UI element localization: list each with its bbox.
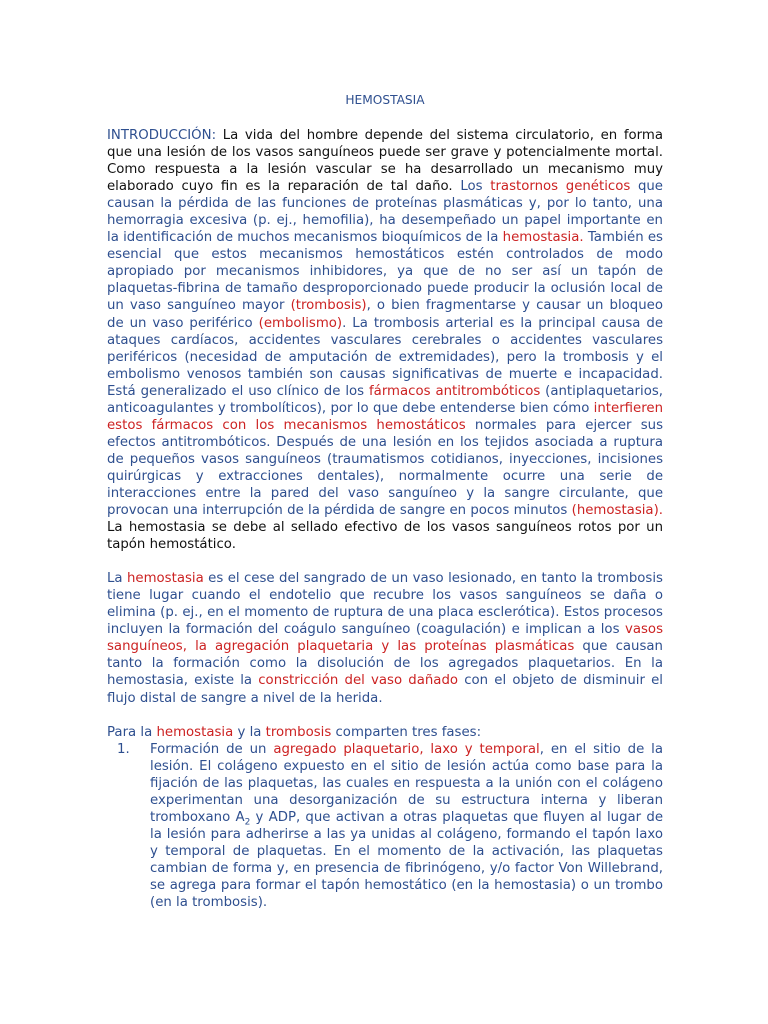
page-title: HEMOSTASIA [345,93,425,107]
intro-text: (antiplaquetarios, anticoagulantes y trombolíticos), por lo que debe entenderse bien cómo [107,383,663,416]
intro-text: La vida del hombre depende del sistema circulatorio, en forma que una lesión de los vasos sanguíneos puede ser grave y potencialmente mortal. Como respuesta a la lesión vascular se ha desarrollado un mecanismo muy elaborado cuyo fin es la reparación de tal daño. [107,128,663,195]
highlight-term: trastornos genéticos [490,179,631,195]
phases-intro-paragraph [107,724,663,741]
list-item [107,741,663,911]
body-text: La [107,571,127,587]
highlight-term: interfieren estos fármacos con los mecanismos hemostáticos [107,400,663,433]
highlight-term: hemostasia [156,724,234,740]
intro-heading: INTRODUCCIÓN: [107,128,217,143]
body-text: Formación de un [150,741,274,757]
highlight-term: hemostasia [126,571,204,587]
intro-text: La hemostasia se debe al sellado efectivo de los vasos sanguíneos rotos por un tapón hemostático. [107,520,663,553]
highlight-term: agregado plaquetario, laxo y temporal [273,741,540,757]
intro-text: que causan la pérdida de las funciones de proteínas plasmáticas y, por lo tanto, una hemorragia excesiva (p. ej., hemofilia), ha desempeñado un papel importante en la identificación de muchos mecanismos bioquímicos de la [107,179,663,246]
body-text: y ADP, que activan a otras plaquetas que fluyen al lugar de la lesión para adherirse a las ya unidas al colágeno, formando el tapón laxo y temporal de plaquetas. En el momento de la activación, las plaquetas cambian de forma y, en presencia de fibrinógeno, y/o factor Von Willebrand, se agrega para formar el tapón hemostático (en la hemostasia) o un trombo (en la trombosis). [150,809,663,911]
highlight-term: (embolismo) [258,315,343,331]
highlight-term: trombosis [265,724,332,740]
highlight-term: hemostasia. [502,230,584,246]
hemostasia-definition-paragraph [107,570,663,706]
paragraph-gap [107,707,663,724]
body-text: con el objeto de disminuir el flujo distal de sangre a nivel de la herida. [107,673,663,706]
highlight-term: (hemostasia). [571,503,663,519]
body-text: Para la [107,724,157,740]
intro-text: . La trombosis arterial es la principal causa de ataques cardíacos, accidentes vasculares cerebrales o accidentes vasculares periféricos (necesidad de amputación de extremidades), pero la trombosis y el embolismo venosos también son causas significativas de muerte e incapacidad. Está generalizado el uso clínico de los [107,315,663,399]
body-text: , en el sitio de la lesión. El colágeno expuesto en el sitio de lesión actúa como base para la fijación de las plaquetas, las cuales en respuesta a la unión con el colágeno experimentan una desorganización de su estructura interna y liberan tromboxano A [150,741,663,825]
intro-text: También es esencial que estos mecanismos hemostáticos estén controlados de modo apropiado por mecanismos inhibidores, ya que de no ser así un tapón de plaquetas-fibrina de tamaño desproporcionado puede producir la oclusión local de un vaso sanguíneo mayor [107,230,663,314]
body-text: comparten tres fases: [331,724,482,740]
intro-text: normales para ejercer sus efectos antitrombóticos. Después de una lesión en los tejidos asociada a ruptura de pequeños vasos sanguíneos (traumatismos cotidianos, inyecciones, incisiones quirúrgicas y extracciones dentales), normalmente ocurre una serie de interacciones entre la pared del vaso sanguíneo y la sangre circulante, que provocan una interrupción de la pérdida de sangre en pocos minutos [107,417,663,519]
subscript: 2 [244,817,251,828]
highlight-term: constricción del vaso dañado [258,673,459,689]
list-item-number: 1. [117,741,130,757]
highlight-term: (trombosis) [290,298,367,314]
intro-text: , o bien fragmentarse y causar un bloqueo de un vaso periférico [107,298,663,331]
body-text: y la [233,724,266,740]
intro-paragraph [107,127,663,553]
body-text: que causan tanto la formación como la disolución de los agregados plaquetarios. En la hemostasia, existe la [107,639,663,689]
body-text: es el cese del sangrado de un vaso lesionado, en tanto la trombosis tiene lugar cuando el endotelio que recubre los vasos sanguíneos se daña o elimina (p. ej., en el momento de ruptura de una placa esclerótica). Estos procesos incluyen la formación del coágulo sanguíneo (coagulación) e implican a los [107,571,663,638]
paragraph-gap [107,553,663,570]
intro-text: Los [460,179,491,195]
list-item-text [150,741,663,911]
highlight-term: fármacos antitrombóticos [369,383,541,399]
phases-list [107,741,663,911]
highlight-term: vasos sanguíneos, la agregación plaquetaria y las proteínas plasmáticas [107,622,663,655]
